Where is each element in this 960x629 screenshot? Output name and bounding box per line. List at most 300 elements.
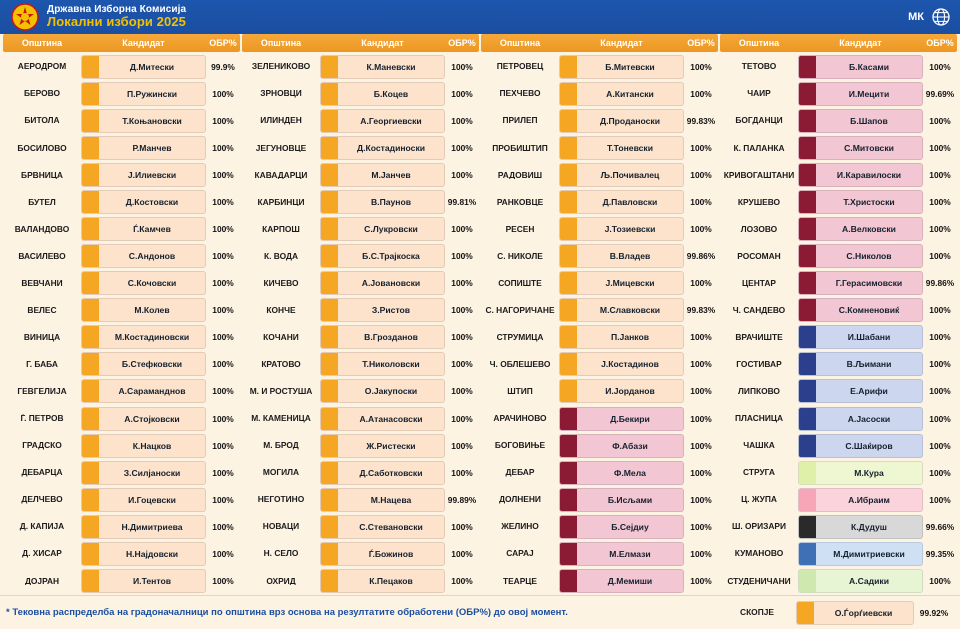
processed-percent: 100% [929, 115, 951, 126]
table-row[interactable] [3, 108, 240, 134]
processed-percent: 100% [212, 197, 234, 208]
table-row[interactable] [481, 108, 718, 134]
party-color-swatch [82, 272, 99, 294]
table-row[interactable] [3, 135, 240, 161]
table-row[interactable] [720, 135, 957, 161]
municipality-name: РОСОМАН [737, 251, 781, 261]
municipality-name: ГРАДСКО [22, 441, 62, 450]
candidate-chip[interactable] [81, 434, 206, 458]
processed-percent: 99.81% [447, 197, 477, 208]
candidate-chip[interactable] [81, 298, 206, 322]
candidate-chip[interactable] [559, 217, 684, 241]
header-processed-percent: ОБР% [209, 37, 237, 48]
candidate-name: Ф.Мела [614, 467, 646, 478]
processed-percent: 100% [929, 142, 951, 153]
processed-percent: 99.83% [686, 115, 716, 126]
candidate-chip[interactable] [798, 298, 923, 322]
party-color-swatch [560, 299, 577, 321]
candidate-name: В.Паунов [370, 197, 412, 208]
table-row[interactable] [481, 81, 718, 107]
table-row[interactable] [242, 460, 479, 486]
candidate-chip[interactable] [320, 163, 445, 187]
candidate-chip[interactable] [798, 434, 923, 458]
processed-percent: 100% [212, 169, 234, 180]
candidate-name: Ј.Илиевски [127, 169, 177, 180]
processed-percent: 100% [212, 278, 234, 289]
municipality-name: РАДОВИШ [497, 170, 543, 180]
party-color-swatch [797, 602, 814, 624]
party-color-swatch [799, 516, 816, 538]
processed-percent: 100% [451, 169, 473, 180]
candidate-chip[interactable] [798, 379, 923, 403]
party-color-swatch [321, 110, 338, 132]
table-row[interactable] [720, 378, 957, 404]
table-row[interactable] [3, 270, 240, 296]
candidate-chip[interactable] [798, 190, 923, 214]
party-color-swatch [82, 435, 99, 457]
table-row[interactable] [481, 460, 718, 486]
party-color-swatch [560, 272, 577, 294]
coat-of-arms-icon [10, 3, 40, 31]
municipality-name: МОГИЛА [262, 468, 300, 478]
candidate-chip[interactable] [798, 136, 923, 160]
candidate-chip[interactable] [81, 271, 206, 295]
municipality-name: СКОПЈЕ [740, 608, 774, 617]
candidate-chip[interactable] [559, 109, 684, 133]
candidate-chip[interactable] [798, 515, 923, 539]
table-row[interactable] [481, 351, 718, 377]
municipality-name: ОХРИД [266, 576, 296, 586]
candidate-chip[interactable] [798, 82, 923, 106]
table-row[interactable] [481, 406, 718, 432]
candidate-chip[interactable] [81, 569, 206, 593]
table-row[interactable] [3, 81, 240, 107]
municipality-name: М. БРОД [263, 441, 299, 450]
candidate-name: О.Јакупоски [364, 386, 418, 397]
candidate-name: С.Митовски [844, 142, 894, 153]
table-row[interactable] [481, 297, 718, 323]
table-row[interactable] [720, 487, 957, 513]
candidate-chip[interactable] [81, 244, 206, 268]
municipality-name: СТУДЕНИЧАНИ [727, 576, 791, 586]
table-row[interactable] [481, 189, 718, 215]
table-row[interactable] [3, 324, 240, 350]
processed-percent: 100% [212, 494, 234, 505]
municipality-name: К. ВОДА [263, 251, 299, 261]
processed-percent: 99.35% [925, 548, 955, 559]
candidate-name: А.Велковски [842, 224, 896, 235]
candidate-chip[interactable] [798, 109, 923, 133]
candidate-chip[interactable] [559, 163, 684, 187]
candidate-chip[interactable] [320, 55, 445, 79]
candidate-chip[interactable] [320, 217, 445, 241]
candidate-chip[interactable] [81, 461, 206, 485]
candidate-chip[interactable] [81, 515, 206, 539]
candidate-name: Г.Герасимовски [835, 278, 903, 289]
candidate-chip[interactable] [559, 352, 684, 376]
candidate-name: С.Стевановски [359, 521, 423, 532]
candidate-chip[interactable] [320, 569, 445, 593]
table-row[interactable] [242, 406, 479, 432]
candidate-chip[interactable] [320, 244, 445, 268]
table-row[interactable] [242, 162, 479, 188]
party-color-swatch [321, 137, 338, 159]
candidate-chip[interactable] [798, 325, 923, 349]
candidate-chip[interactable] [81, 379, 206, 403]
table-row[interactable] [3, 487, 240, 513]
globe-icon[interactable] [932, 8, 950, 26]
table-row[interactable] [3, 460, 240, 486]
candidate-chip[interactable] [320, 461, 445, 485]
language-label[interactable]: МК [908, 11, 924, 23]
party-color-swatch [799, 218, 816, 240]
candidate-chip[interactable] [320, 298, 445, 322]
candidate-chip[interactable] [798, 488, 923, 512]
processed-percent: 99.89% [447, 494, 477, 505]
municipality-name: ЧАШКА [743, 441, 775, 450]
candidate-chip[interactable] [796, 601, 914, 625]
municipality-name: ПРОБИШТИП [492, 143, 548, 153]
table-row[interactable] [242, 297, 479, 323]
table-row[interactable] [242, 378, 479, 404]
table-row[interactable] [481, 568, 718, 594]
municipality-name: ПЛАСНИЦА [734, 414, 784, 423]
table-row[interactable] [3, 378, 240, 404]
party-color-swatch [82, 137, 99, 159]
municipality-name: Д. ХИСАР [22, 549, 62, 559]
table-row[interactable] [720, 54, 957, 80]
candidate-chip[interactable] [798, 352, 923, 376]
party-color-swatch [321, 408, 338, 430]
candidate-chip[interactable] [320, 542, 445, 566]
candidate-name: К.Нацков [132, 440, 172, 451]
candidate-chip[interactable] [559, 298, 684, 322]
header-titles [47, 5, 186, 29]
table-row[interactable] [481, 243, 718, 269]
municipality-name: ДЕБАРЦА [21, 468, 63, 478]
candidate-chip[interactable] [798, 271, 923, 295]
candidate-chip[interactable] [320, 136, 445, 160]
party-color-swatch [560, 408, 577, 430]
municipality-name: ЦЕНТАР [742, 278, 776, 288]
municipality-name: СТРУГА [743, 468, 775, 478]
candidate-chip[interactable] [559, 461, 684, 485]
header-candidate: Кандидат [122, 37, 165, 48]
processed-percent: 100% [212, 548, 234, 559]
table-row[interactable] [3, 514, 240, 540]
table-row[interactable] [720, 460, 957, 486]
party-color-swatch [321, 543, 338, 565]
party-color-swatch [82, 218, 99, 240]
processed-percent: 100% [690, 575, 712, 586]
party-color-swatch [799, 110, 816, 132]
municipality-name: С. НИКОЛЕ [497, 251, 543, 261]
table-row[interactable] [242, 541, 479, 567]
candidate-chip[interactable] [559, 190, 684, 214]
candidate-chip[interactable] [798, 542, 923, 566]
candidate-chip[interactable] [81, 136, 206, 160]
municipality-name: КРАТОВО [261, 360, 301, 369]
candidate-name: Б.Коцев [373, 88, 409, 99]
candidate-chip[interactable] [81, 217, 206, 241]
candidate-name: М.Славковски [599, 305, 661, 316]
table-row[interactable] [481, 541, 718, 567]
processed-percent: 100% [451, 548, 473, 559]
table-row[interactable] [242, 433, 479, 459]
party-color-swatch [799, 489, 816, 511]
processed-percent: 100% [212, 115, 234, 126]
table-row[interactable] [242, 135, 479, 161]
processed-percent: 100% [690, 197, 712, 208]
table-row[interactable] [481, 514, 718, 540]
party-color-swatch [82, 164, 99, 186]
candidate-chip[interactable] [320, 190, 445, 214]
processed-percent: 100% [212, 88, 234, 99]
table-row[interactable] [720, 514, 957, 540]
table-row[interactable] [242, 54, 479, 80]
party-color-swatch [799, 462, 816, 484]
candidate-chip[interactable] [559, 244, 684, 268]
candidate-name: К.Пецаков [369, 575, 413, 586]
table-row[interactable] [481, 162, 718, 188]
header-municipality: Општина [21, 37, 63, 48]
table-row[interactable] [3, 541, 240, 567]
processed-percent: 100% [212, 251, 234, 262]
candidate-name: М.Јанчев [371, 169, 411, 180]
table-row[interactable] [3, 162, 240, 188]
candidate-chip[interactable] [798, 244, 923, 268]
processed-percent: 100% [929, 224, 951, 235]
table-row[interactable] [242, 81, 479, 107]
table-row[interactable] [242, 351, 479, 377]
table-row[interactable] [720, 406, 957, 432]
candidate-chip[interactable] [81, 325, 206, 349]
header-actions[interactable] [908, 8, 950, 26]
candidate-chip[interactable] [81, 55, 206, 79]
table-row[interactable] [720, 541, 957, 567]
candidate-name: И.Каравилоски [836, 169, 902, 180]
app-header [0, 0, 960, 34]
municipality-name: ПЕХЧЕВО [499, 89, 541, 99]
table-row[interactable] [481, 487, 718, 513]
table-row[interactable] [242, 270, 479, 296]
processed-percent: 100% [929, 359, 951, 370]
municipality-name: СТРУМИЦА [496, 332, 544, 342]
candidate-name: Д.Бекири [610, 413, 650, 424]
candidate-chip[interactable] [559, 82, 684, 106]
candidate-chip[interactable] [320, 352, 445, 376]
candidate-chip[interactable] [559, 407, 684, 431]
candidate-name: Т.Тоневски [606, 142, 654, 153]
table-row[interactable] [3, 297, 240, 323]
column-headers [3, 34, 240, 52]
table-row[interactable] [720, 297, 957, 323]
party-color-swatch [82, 245, 99, 267]
candidate-chip[interactable] [559, 271, 684, 295]
table-row[interactable] [481, 135, 718, 161]
table-row[interactable] [3, 216, 240, 242]
municipality-name: ВАСИЛЕВО [18, 251, 66, 261]
table-row[interactable] [720, 81, 957, 107]
municipality-name: ЈЕГУНОВЦЕ [255, 143, 307, 153]
table-row[interactable] [718, 601, 954, 625]
candidate-chip[interactable] [798, 407, 923, 431]
candidate-chip[interactable] [81, 109, 206, 133]
table-row[interactable] [481, 54, 718, 80]
table-row[interactable] [242, 487, 479, 513]
results-column-1 [2, 34, 241, 595]
candidate-chip[interactable] [798, 461, 923, 485]
candidate-chip[interactable] [798, 569, 923, 593]
table-row[interactable] [242, 216, 479, 242]
candidate-chip[interactable] [81, 352, 206, 376]
table-row[interactable] [242, 243, 479, 269]
processed-percent: 100% [451, 440, 473, 451]
table-row[interactable] [481, 270, 718, 296]
candidate-name: И.Гоцевски [128, 494, 176, 505]
table-row[interactable] [242, 324, 479, 350]
candidate-name: З.Силјаноски [123, 467, 181, 478]
table-row[interactable] [481, 324, 718, 350]
candidate-chip[interactable] [81, 542, 206, 566]
candidate-chip[interactable] [320, 434, 445, 458]
table-row[interactable] [720, 351, 957, 377]
institution-name: Државна Изборна Комисија [47, 3, 187, 15]
party-color-swatch [82, 56, 99, 78]
candidate-chip[interactable] [320, 271, 445, 295]
candidate-name: И.Јорданов [605, 386, 655, 397]
table-row[interactable] [720, 270, 957, 296]
party-color-swatch [799, 164, 816, 186]
table-row[interactable] [720, 189, 957, 215]
processed-percent: 100% [929, 386, 951, 397]
table-row[interactable] [720, 216, 957, 242]
party-color-swatch [560, 435, 577, 457]
candidate-chip[interactable] [798, 217, 923, 241]
table-row[interactable] [3, 568, 240, 594]
processed-percent: 100% [929, 197, 951, 208]
table-row[interactable] [242, 189, 479, 215]
table-row[interactable] [720, 433, 957, 459]
table-row[interactable] [3, 351, 240, 377]
candidate-name: И.Тентов [133, 575, 171, 586]
table-row[interactable] [720, 324, 957, 350]
candidate-chip[interactable] [81, 190, 206, 214]
party-color-swatch [321, 218, 338, 240]
party-color-swatch [560, 353, 577, 375]
candidate-chip[interactable] [798, 163, 923, 187]
municipality-name: ЖЕЛИНО [501, 522, 539, 532]
candidate-name: С.Комненовиќ [838, 305, 900, 316]
candidate-chip[interactable] [81, 407, 206, 431]
table-row[interactable] [481, 433, 718, 459]
municipality-name: ПРИЛЕП [502, 116, 538, 126]
party-color-swatch [82, 191, 99, 213]
candidate-chip[interactable] [320, 407, 445, 431]
table-row[interactable] [242, 514, 479, 540]
municipality-name: М. И РОСТУША [249, 387, 313, 396]
table-row[interactable] [3, 243, 240, 269]
header-municipality: Општина [499, 37, 541, 48]
candidate-name: С.Николов [846, 251, 892, 262]
table-row[interactable] [3, 406, 240, 432]
processed-percent: 100% [212, 359, 234, 370]
table-row[interactable] [242, 568, 479, 594]
results-column-3 [480, 34, 719, 595]
table-row[interactable] [720, 162, 957, 188]
candidate-name: Ф.Абази [612, 440, 648, 451]
processed-percent: 100% [929, 169, 951, 180]
candidate-chip[interactable] [559, 515, 684, 539]
municipality-name: ЗРНОВЦИ [260, 89, 302, 99]
table-row[interactable] [720, 568, 957, 594]
candidate-chip[interactable] [559, 136, 684, 160]
processed-percent: 99.66% [925, 521, 955, 532]
table-row[interactable] [3, 189, 240, 215]
processed-percent: 100% [212, 224, 234, 235]
processed-percent: 100% [929, 413, 951, 424]
party-color-swatch [321, 353, 338, 375]
candidate-name: Љ.Почивалец [600, 169, 660, 180]
table-row[interactable] [720, 108, 957, 134]
candidate-name: А.Ибраим [848, 494, 890, 505]
party-color-swatch [560, 191, 577, 213]
candidate-name: В.Грозданов [364, 332, 418, 343]
municipality-name: КОЧАНИ [263, 332, 299, 342]
candidate-name: С.Андонов [128, 251, 176, 262]
table-row[interactable] [481, 216, 718, 242]
party-color-swatch [82, 83, 99, 105]
party-color-swatch [560, 83, 577, 105]
party-color-swatch [82, 570, 99, 592]
party-color-swatch [321, 326, 338, 348]
candidate-chip[interactable] [559, 325, 684, 349]
candidate-chip[interactable] [798, 55, 923, 79]
candidate-chip[interactable] [320, 109, 445, 133]
municipality-name: БОГОВИЊЕ [494, 441, 546, 450]
candidate-chip[interactable] [320, 82, 445, 106]
candidate-chip[interactable] [559, 434, 684, 458]
municipality-name: ГЕВГЕЛИЈА [17, 387, 67, 396]
party-color-swatch [799, 191, 816, 213]
candidate-chip[interactable] [81, 82, 206, 106]
party-color-swatch [560, 543, 577, 565]
candidate-chip[interactable] [320, 515, 445, 539]
table-row[interactable] [242, 108, 479, 134]
processed-percent: 100% [929, 305, 951, 316]
candidate-name: Ј.Тозиевски [604, 224, 656, 235]
municipality-name: ДЕЛЧЕВО [21, 495, 63, 505]
candidate-name: С.Кочовски [127, 278, 177, 289]
processed-percent: 100% [690, 61, 712, 72]
column-headers [720, 34, 957, 52]
candidate-chip[interactable] [81, 163, 206, 187]
candidate-chip[interactable] [81, 488, 206, 512]
candidate-chip[interactable] [559, 569, 684, 593]
table-row[interactable] [3, 54, 240, 80]
candidate-chip[interactable] [559, 542, 684, 566]
candidate-chip[interactable] [559, 55, 684, 79]
candidate-chip[interactable] [320, 488, 445, 512]
candidate-chip[interactable] [320, 379, 445, 403]
table-row[interactable] [481, 378, 718, 404]
candidate-chip[interactable] [559, 488, 684, 512]
candidate-chip[interactable] [320, 325, 445, 349]
processed-percent: 100% [929, 494, 951, 505]
candidate-chip[interactable] [559, 379, 684, 403]
table-row[interactable] [720, 243, 957, 269]
table-row[interactable] [3, 433, 240, 459]
